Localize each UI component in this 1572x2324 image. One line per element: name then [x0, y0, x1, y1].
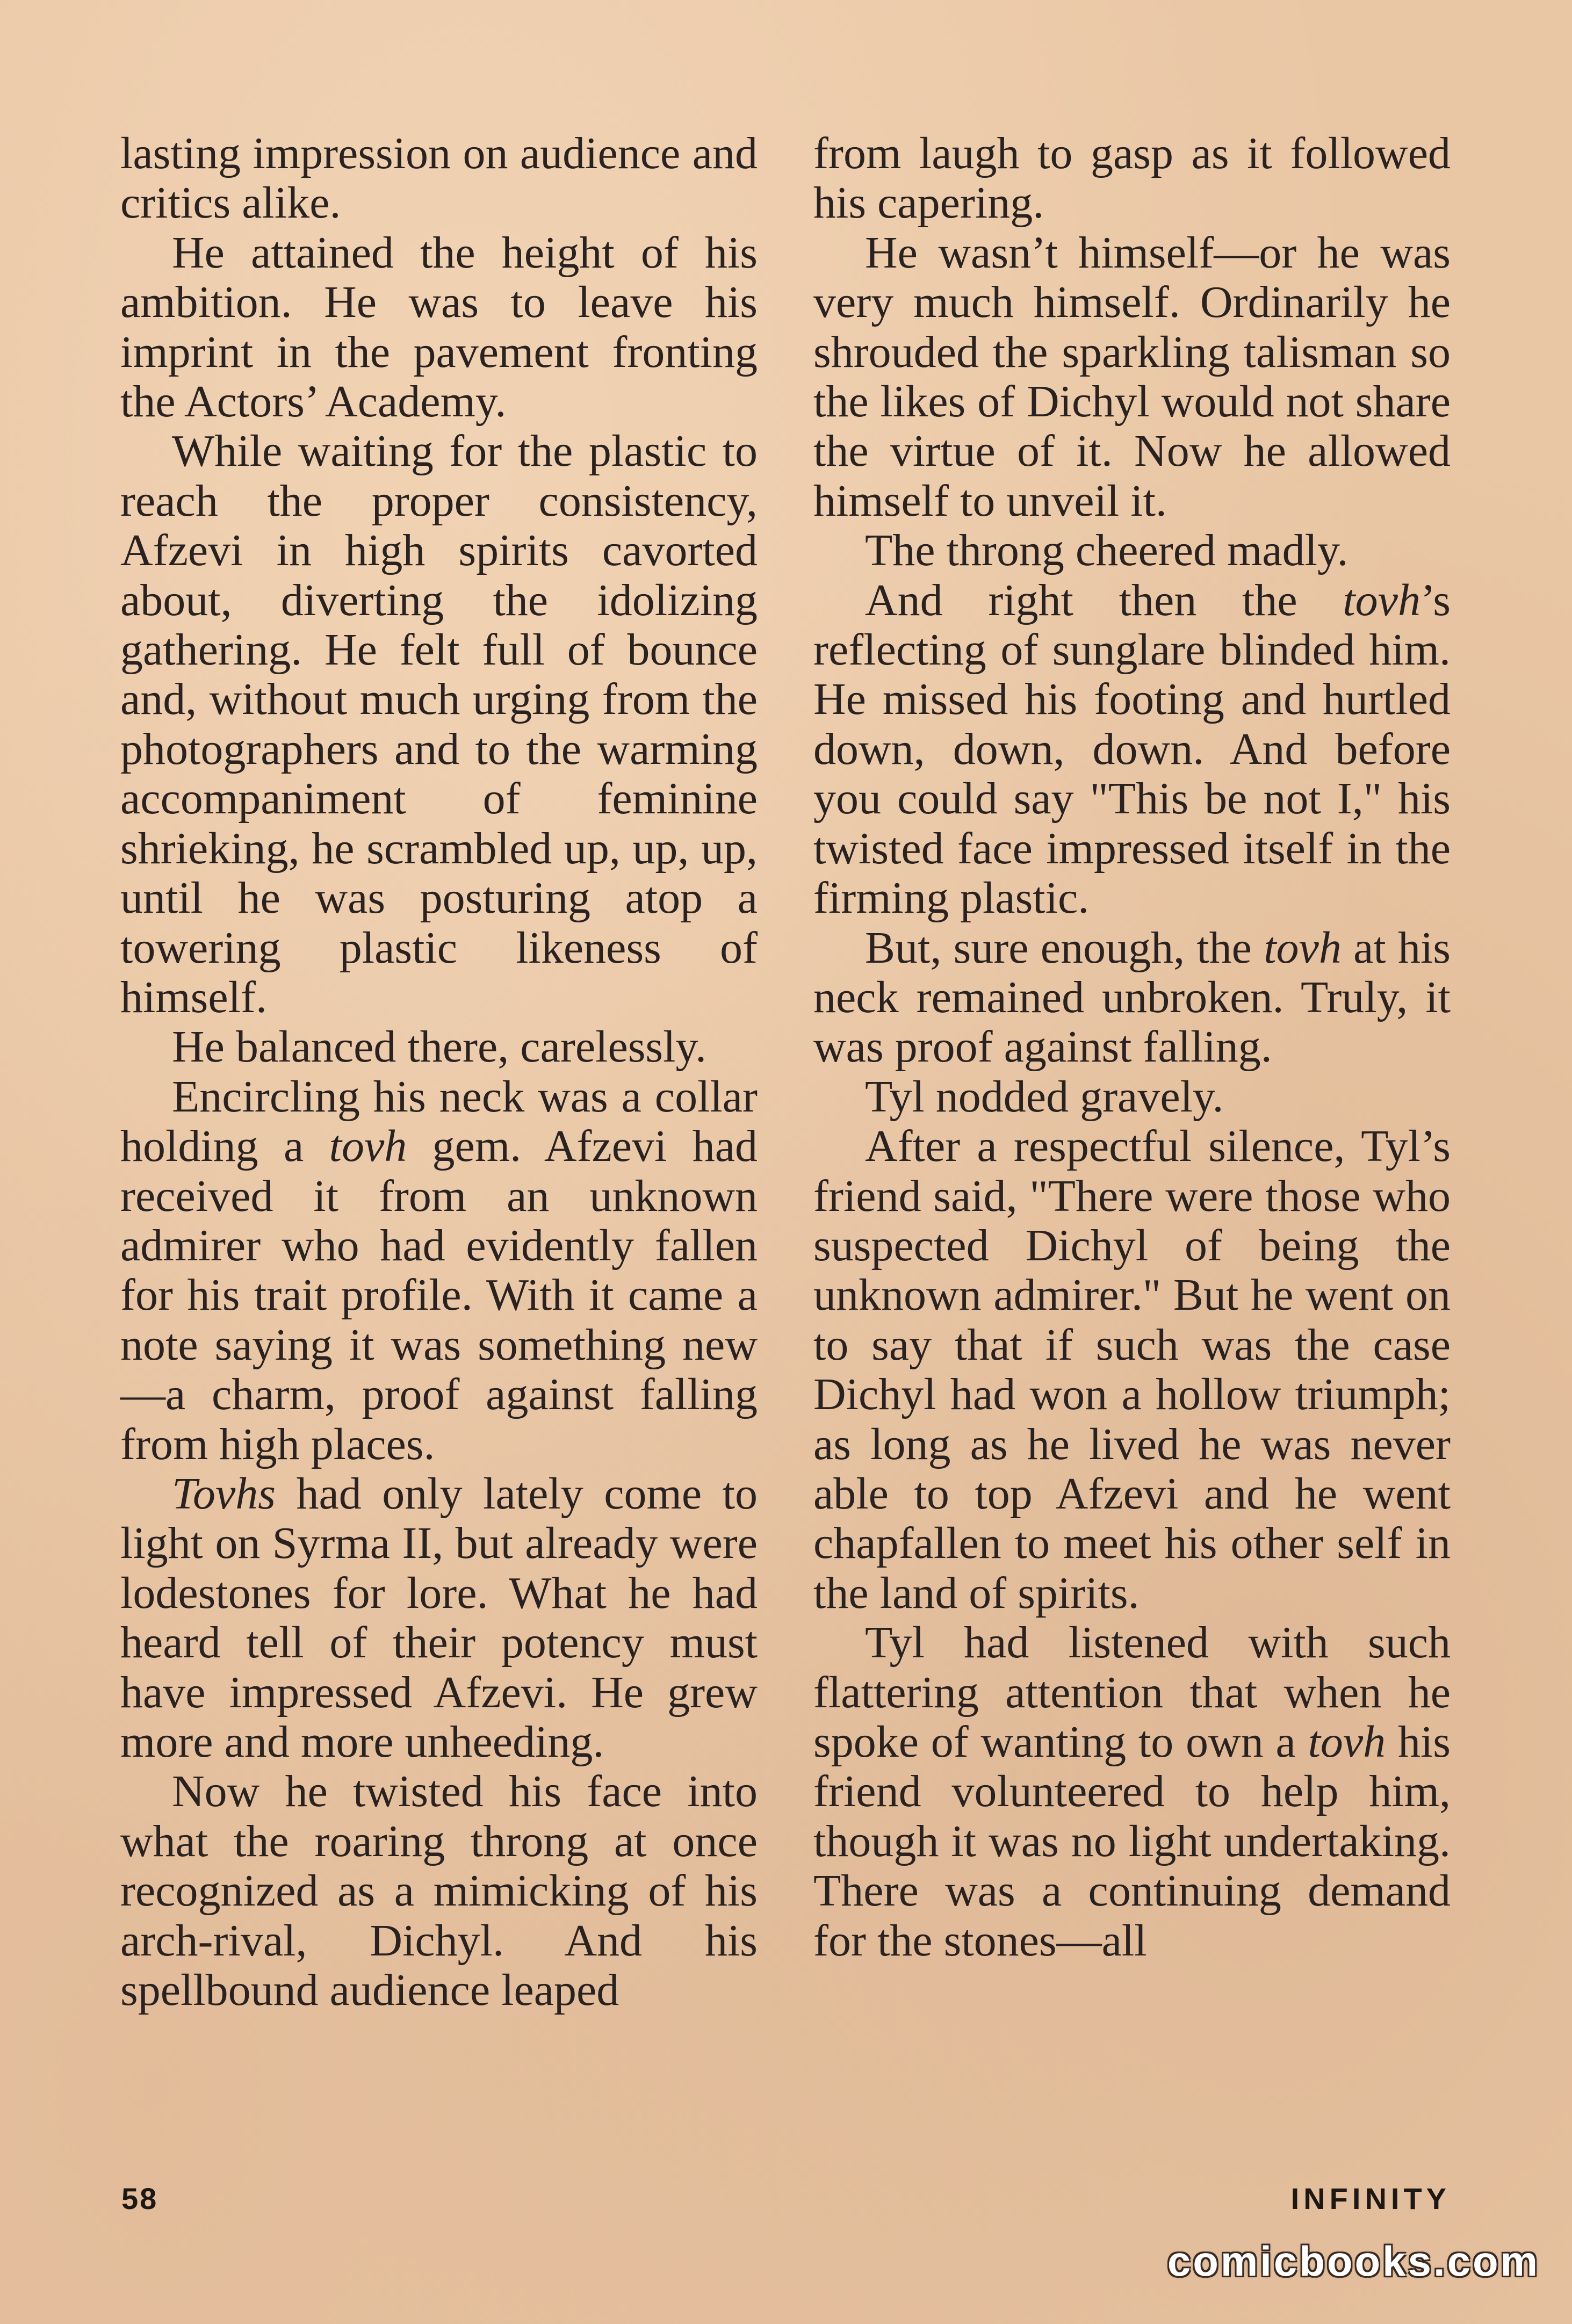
- text-column-right: [813, 129, 1451, 1966]
- magazine-name: INFINITY: [1290, 2182, 1451, 2215]
- paragraph: [813, 923, 1451, 1072]
- text-run: And right then the: [865, 575, 1343, 625]
- paragraph: After a respectful silence, Tyl’s friend said, "There were those who suspected Dichyl of being the unknown admirer." But he went on to say that if such was the case Dichyl had won a hollow triumph; as long as he lived he was never able to top Afzevi and he went chapfallen to meet his other self in the land of spirits.: [813, 1121, 1451, 1618]
- text-run: at his neck remained unbroken. Truly, it was proof against falling.: [813, 922, 1451, 1072]
- italic-term: tovh: [1308, 1717, 1386, 1767]
- text-run: But, sure enough, the: [865, 922, 1264, 973]
- italic-term: tovh: [329, 1121, 407, 1172]
- paragraph: He balanced there, carelessly.: [172, 1022, 706, 1072]
- text-run: gem. Afzevi had received it from an unknown admirer who had evidently fallen for his trait profile. With it came a note saying it was something new—a charm, proof against falling from high places.: [120, 1121, 758, 1469]
- paragraph: Now he twisted his face into what the roaring throng at once recognized as a mimicking of his arch-rival, Dichyl. And his spellbound audience leaped: [120, 1766, 758, 2016]
- paragraph: He attained the height of his ambition. He was to leave his imprint in the pavement fronting the Actors’ Academy.: [120, 227, 758, 427]
- paragraph: [120, 1072, 758, 1469]
- text-run: ’s reflecting of sunglare blinded him. He missed his footing and hurtled down, down, down. And before you could say "This be not I," his twisted face impressed itself in the firming plastic.: [813, 575, 1451, 923]
- text-run: Encircling his neck was a collar holding a: [120, 1071, 758, 1172]
- paragraph: [813, 1618, 1451, 1966]
- italic-term: Tovhs: [172, 1468, 276, 1519]
- paragraph: [813, 576, 1451, 923]
- watermark: comicbooks.com: [1167, 2238, 1540, 2285]
- paragraph: Tyl nodded gravely.: [865, 1071, 1224, 1122]
- text-run: his friend volunteered to help him, though it was no light undertaking. There was a continuing demand for the stones—all: [813, 1717, 1451, 1966]
- text-column-left: [120, 129, 758, 2015]
- page-number: 58: [121, 2182, 158, 2215]
- text-run: Tyl had listened with such flattering attention that when he spoke of wanting to own a: [813, 1618, 1451, 1767]
- paragraph: While waiting for the plastic to reach the proper consistency, Afzevi in high spirits cavorted about, diverting the idolizing gathering. He felt full of bounce and, without much urging from the photographers and to the warming accompaniment of feminine shrieking, he scrambled up, up, up, until he was posturing atop a towering plastic likeness of himself.: [120, 426, 758, 1022]
- text-run: had only lately come to light on Syrma II, but already were lodestones for lore. What he had heard tell of their potency must have impressed Afzevi. He grew more and more unheeding.: [120, 1468, 758, 1767]
- paragraph: He wasn’t himself—or he was very much himself. Ordinarily he shrouded the sparkling talisman so the likes of Dichyl would not share the virtue of it. Now he allowed himself to unveil it.: [813, 227, 1451, 526]
- paragraph: from laugh to gasp as it followed his capering.: [813, 128, 1451, 228]
- paragraph: [120, 1469, 758, 1767]
- italic-term: tovh: [1264, 922, 1342, 973]
- paragraph: The throng cheered madly.: [865, 525, 1349, 576]
- paragraph: lasting impression on audience and critics alike.: [120, 128, 758, 228]
- italic-term: tovh: [1343, 575, 1420, 625]
